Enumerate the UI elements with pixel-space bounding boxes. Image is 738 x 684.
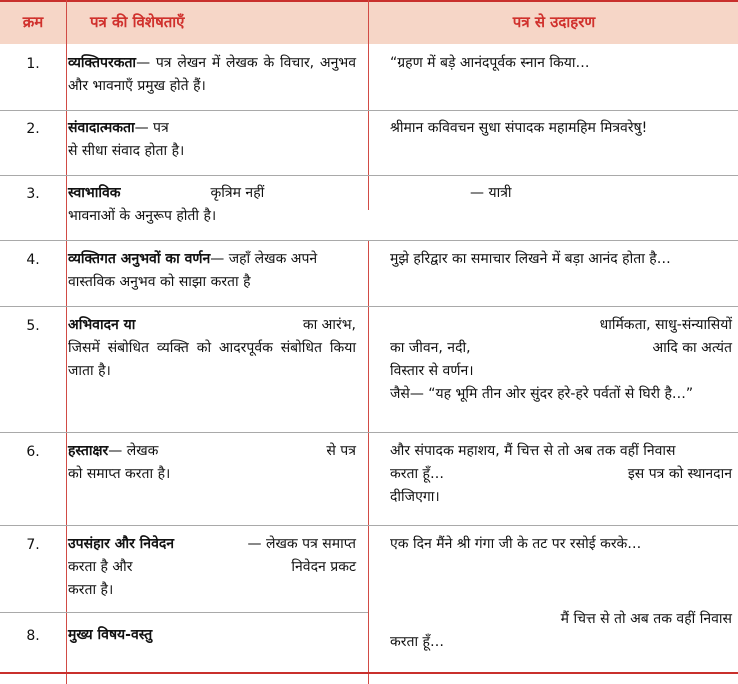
feature-term: हस्ताक्षर	[68, 443, 109, 459]
feature-description-cont: जिसमें संबोधित व्यक्ति को आदरपूर्वक संबोधित किया जाता है।	[68, 340, 356, 379]
feature-term: स्वाभाविक	[68, 185, 121, 201]
row-number: 2.	[26, 121, 40, 137]
example-line: जैसे— “यह भूमि तीन ओर सुंदर हरे-हरे पर्वतों से घिरी है…”	[390, 386, 694, 402]
row-divider	[0, 110, 738, 111]
example-line: इस पत्र को स्थानदान	[627, 466, 732, 482]
feature-description: — पत्र	[134, 120, 169, 136]
example-line: करता हूँ…	[390, 634, 444, 650]
table-header	[0, 0, 738, 44]
row-divider	[0, 306, 738, 307]
feature-description-cont: निवेदन प्रकट	[291, 559, 356, 575]
header-feature: पत्र की विशेषताएँ	[90, 13, 185, 31]
example-line: और संपादक महाशय, मैं चित्त से तो अब तक वहीं निवास	[390, 443, 676, 459]
feature-description: — पत्र लेखन में लेखक के विचार, अनुभव और भावनाएँ प्रमुख होते हैं।	[68, 55, 356, 94]
column-divider	[66, 0, 67, 684]
feature-cell	[68, 117, 356, 163]
example-line: विस्तार से वर्णन।	[390, 363, 474, 379]
feature-description-cont: को समाप्त करता है।	[68, 466, 171, 482]
feature-cell	[68, 624, 356, 647]
row-number: 6.	[26, 444, 40, 460]
example-line: करता हूँ…	[390, 466, 444, 482]
feature-term: संवादात्मकता	[68, 120, 135, 136]
feature-term: व्यक्तिगत अनुभवों का वर्णन	[68, 251, 211, 267]
feature-description: कृत्रिम नहीं	[210, 185, 265, 201]
feature-description-cont: करता है और	[68, 559, 133, 575]
example-cell: “ग्रहण में बड़े आनंदपूर्वक स्नान किया…	[390, 55, 590, 71]
row-number: 3.	[26, 186, 40, 202]
example-line: आदि का अत्यंत	[652, 340, 732, 356]
row-divider	[0, 612, 368, 613]
example-cell: — यात्री	[470, 185, 512, 201]
example-cell: श्रीमान कविवचन सुधा संपादक महामहिम मित्रवरेषु!	[390, 120, 648, 136]
feature-cell	[68, 533, 356, 602]
feature-cell	[68, 314, 356, 383]
feature-description-cont: भावनाओं के अनुरूप होती है।	[68, 208, 217, 224]
feature-cell	[68, 440, 356, 486]
example-cell	[390, 608, 732, 654]
row-number: 5.	[26, 318, 40, 334]
row-divider	[0, 432, 738, 433]
header-num: क्रम	[22, 13, 44, 31]
feature-description-cont: से सीधा संवाद होता है।	[68, 143, 185, 159]
example-cell	[390, 440, 732, 509]
row-number: 4.	[26, 252, 40, 268]
feature-cell	[68, 52, 356, 98]
feature-cell	[68, 182, 356, 228]
example-line: दीजिएगा।	[390, 489, 440, 505]
example-cell: मुझे हरिद्वार का समाचार लिखने में बड़ा आनंद होता है…	[390, 251, 671, 267]
feature-description: — लेखक पत्र समाप्त	[247, 536, 356, 552]
feature-description: — लेखक	[108, 443, 159, 459]
feature-term: अभिवादन या	[68, 317, 136, 333]
feature-description-mid: से पत्र	[326, 443, 356, 459]
row-divider	[0, 240, 738, 241]
example-line: का जीवन, नदी,	[390, 340, 471, 356]
feature-cell	[68, 248, 356, 294]
row-number: 7.	[26, 537, 40, 553]
feature-term: व्यक्तिपरकता	[68, 55, 137, 71]
example-line: धार्मिकता, साधु-संन्यासियों	[599, 317, 732, 333]
example-cell	[390, 314, 732, 406]
feature-description-cont: करता है।	[68, 582, 114, 598]
example-cell: एक दिन मैंने श्री गंगा जी के तट पर रसोई करके…	[390, 536, 642, 552]
row-divider	[0, 175, 738, 176]
feature-term: उपसंहार और निवेदन	[68, 536, 175, 552]
feature-description: का आरंभ,	[302, 317, 356, 333]
row-number: 1.	[26, 56, 40, 72]
example-line: मैं चित्त से तो अब तक वहीं निवास	[560, 611, 732, 627]
row-divider	[0, 525, 738, 526]
table-bottom-border	[0, 672, 738, 674]
column-divider	[368, 0, 369, 210]
row-number: 8.	[26, 628, 40, 644]
feature-term: मुख्य विषय-वस्तु	[68, 627, 153, 643]
feature-description: — जहाँ लेखक अपने वास्तविक अनुभव को साझा करता है	[68, 251, 318, 290]
header-example: पत्र से उदाहरण	[512, 13, 596, 31]
